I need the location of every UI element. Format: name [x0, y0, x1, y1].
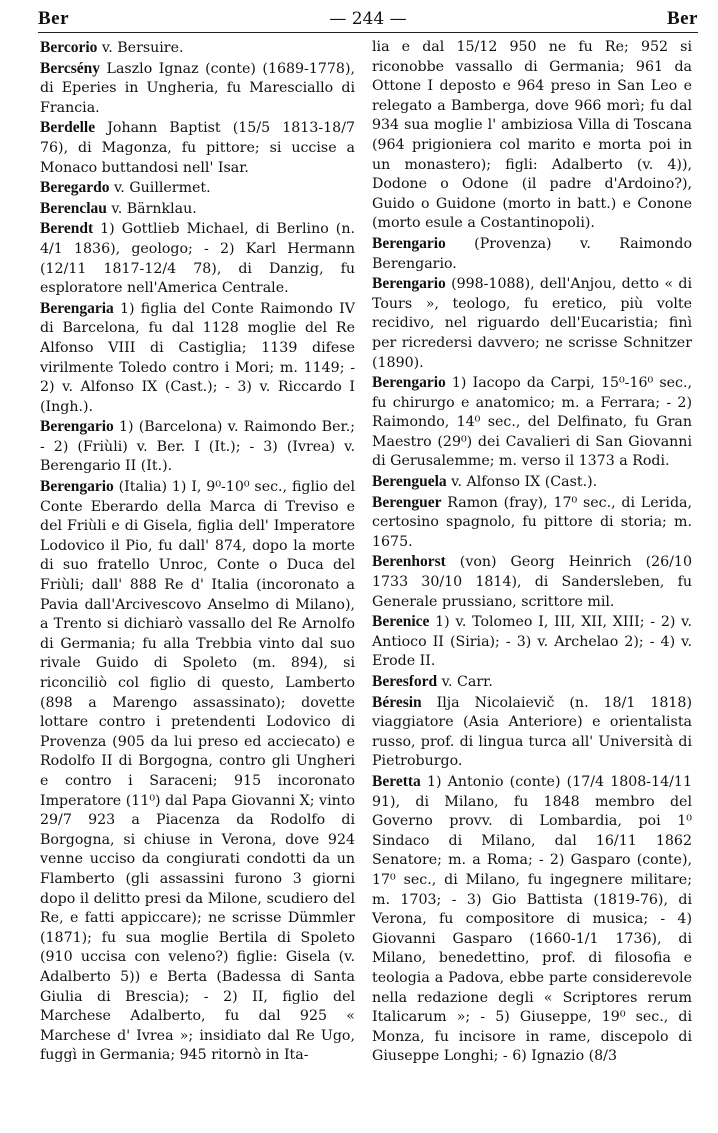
entry-headword: Beregardo — [40, 179, 110, 197]
entry-text: lia e dal 15/12 950 ne fu Re; 952 si riconobbe vassallo di Germania; 961 da Ottone I deposto e 964 preso in San Leo e relegato a Bamberga, dove 966 morì; fu dal 934 sua moglie l' ambiziosa Villa di Toscana (964 prigioniera col marito e morta poi in un monastero); figli: Adalberto (v. 4)), Dodone o Odone (il padre d'Ardoino?), Guido o Guidone (morto in batt.) e Conone (morto esule a Costantinopoli). — [372, 39, 692, 232]
dictionary-entry — [372, 612, 692, 672]
header-right-word: Ber — [666, 8, 698, 29]
entry-text: Laszlo Ignaz (conte) (1689-1778), di Eperies in Ungheria, fu Maresciallo di Francia. — [40, 60, 355, 116]
entry-text: Ramon (fray), 17⁰ sec., di Lerida, certosino spagnolo, fu pittore di storia; m. 1675. — [372, 494, 692, 550]
entry-text: 1) (Barcelona) v. Raimondo Ber.; - 2) (Friùli) v. Ber. I (It.); - 3) (Ivrea) v. Berengario II (It.). — [40, 419, 355, 475]
entry-text: (998-1088), dell'Anjou, detto « di Tours », teologo, fu eretico, più volte recidivo, nel riguardo dell'Eucaristia; finì per ricredersi davvero; ne scrisse Schnitzer (1890). — [372, 276, 692, 371]
entry-headword: Berenice — [372, 613, 430, 631]
dictionary-entry — [372, 672, 692, 693]
dictionary-entry — [40, 178, 355, 199]
header-left-word: Ber — [38, 8, 70, 29]
entry-text: 1) Gottlieb Michael, di Berlino (n. 4/1 1836), geologo; - 2) Karl Hermann (12/11 1817-12/4 78), di Danzig, fu esploratore nell'America Centrale. — [40, 221, 355, 297]
dictionary-entry — [40, 59, 355, 119]
dictionary-entry — [40, 417, 355, 477]
entry-text: Johann Baptist (15/5 1813-18/7 76), di Magonza, fu pittore; si uccise a Monaco buttandosi nell' Isar. — [40, 120, 355, 176]
dictionary-entry — [40, 477, 355, 1066]
dictionary-entry — [372, 693, 692, 772]
dictionary-entry — [372, 552, 692, 612]
entry-text: 1) Iacopo da Carpi, 15⁰-16⁰ sec., fu chirurgo e anatomico; m. a Ferrara; - 2) Raimondo, 14⁰ sec., del Delfinato, fu Gran Maestro (29⁰) dei Cavalieri di San Giovanni di Gerusalemme; m. verso il 1373 a Rodi. — [372, 375, 692, 470]
entry-text: (Italia) 1) I, 9⁰-10⁰ sec., figlio del Conte Eberardo della Marca di Treviso e del Friùli e di Gisela, figlia dell' Imperatore Lodovico il Pio, fu dall' 874, dopo la morte di suo fratello Unroc, Conte o Duca del Friùli; dall' 888 Re d' Italia (incoronato a Pavia dall'Arcivescovo Anselmo di Milano), a Trento si dichiarò vassallo del Re Arnolfo di Germania; fu alla Trebbia vinto dal suo rivale Guido di Spoleto (m. 894), si riconciliò col figlio di questo, Lamberto (898 a Marengo assassinato); dovette lottare contro i pretendenti Lodovico di Provenza (905 da lui preso ed acciecato) e Rodolfo II di Borgogna, contro gli Ungheri e contro i Saraceni; 915 incoronato Imperatore (11⁰) dal Papa Giovanni X; vinto 29/7 923 a Piacenza da Rodolfo di Borgogna, si chiuse in Verona, dove 924 venne ucciso da congiurati condotti da un Flamberto (gli assassini furono 3 giorni dopo il delitto presi da Milone, scudiero del Re, e fatti appiccare); ne scrisse Dümmler (1871); fu sua moglie Bertila di Spoleto (910 uccisa con veleno?) figlie: Gisela (v. Adalberto 5)) e Berta (Badessa di Santa Giulia di Brescia); - 2) II, figlio del Marchese Adalberto, fu dal 925 « Marchese d' Ivrea »; insidiato dal Re Ugo, fuggì in Germania; 945 ritornò in Ita- — [40, 479, 355, 1064]
entry-text: (Provenza) v. Raimondo Berengario. — [372, 235, 692, 272]
entry-headword: Berengario — [40, 418, 114, 436]
dictionary-entry — [40, 38, 355, 59]
entry-headword: Berenclau — [40, 199, 107, 217]
entry-headword: Bercorio — [40, 39, 98, 56]
dictionary-entry — [40, 199, 355, 220]
entry-headword: Bercsény — [40, 59, 100, 77]
header-rule — [38, 32, 698, 33]
page-header — [38, 6, 698, 32]
dictionary-entry — [40, 219, 355, 298]
entry-text: v. Bersuire. — [97, 40, 184, 56]
entry-headword: Beretta — [372, 772, 421, 790]
entry-text: 1) v. Tolomeo I, III, XII, XIII; - 2) v. Antioco II (Siria); - 3) v. Archelao 2); - 4) v. Erode II. — [372, 614, 692, 670]
entry-headword: Berengario — [372, 234, 446, 252]
entry-text: v. Bärnklau. — [106, 200, 197, 217]
entry-text: v. Guillermet. — [109, 180, 211, 197]
dictionary-entry — [372, 472, 692, 493]
entry-headword: Béresin — [372, 693, 422, 711]
entry-text: v. Alfonso IX (Cast.). — [446, 474, 598, 491]
entry-text: v. Carr. — [437, 674, 493, 690]
dictionary-entry — [372, 772, 692, 1067]
entry-headword: Berendt — [40, 220, 94, 238]
entry-headword: Berdelle — [40, 119, 96, 137]
entry-headword: Berenhorst — [372, 553, 446, 571]
dictionary-entry — [40, 118, 355, 178]
entry-text: 1) figlia del Conte Raimondo IV di Barcelona, fu dal 1128 moglie del Re Alfonso VIII di Castiglia; 1139 difese virilmente Toledo contro i Mori; m. 1149; - 2) v. Alfonso IX (Cast.); - 3) v. Riccardo I (Ingh.). — [40, 300, 355, 415]
dictionary-entry — [372, 38, 692, 234]
dictionary-entry — [372, 234, 692, 274]
entry-headword: Berengario — [40, 478, 114, 496]
dictionary-entry — [372, 493, 692, 553]
entry-text: 1) Antonio (conte) (17/4 1808-14/11 91), di Milano, fu 1848 membro del Governo provv. di Lombardia, poi 1⁰ Sindaco di Milano, dal 16/11 1862 Senatore; m. a Roma; - 2) Gasparo (conte), 17⁰ sec., di Milano, fu ingegnere militare; m. 1703; - 3) Gio Battista (1819-76), di Verona, fu compositore di musica; - 4) Giovanni Gasparo (1660-1/1 1736), di Milano, benedettino, prof. di filosofia e teologia a Padova, ebbe parte considerevole nella redazione degli « Scriptores rerum Italicarum »; - 5) Giuseppe, 19⁰ sec., di Monza, fu incisore in rame, discepolo di Giuseppe Longhi; - 6) Ignazio (8/3 — [372, 773, 692, 1065]
entry-headword: Berenguela — [372, 473, 447, 491]
entry-headword: Berengario — [372, 275, 446, 293]
dictionary-entry — [372, 373, 692, 472]
entry-text: Ilja Nicolaievič (n. 18/1 1818) viaggiatore (Asia Anteriore) e orientalista russo, prof. di lingua turca all' Università di Pietroburgo. — [372, 694, 692, 770]
page-number: — 244 — — [329, 9, 407, 29]
entry-headword: Berenguer — [372, 493, 442, 511]
entry-headword: Berengaria — [40, 299, 114, 317]
dictionary-entry — [372, 274, 692, 373]
entry-headword: Beresford — [372, 673, 438, 690]
dictionary-entry — [40, 299, 355, 418]
right-column — [372, 38, 692, 1067]
left-column — [40, 38, 355, 1066]
entry-headword: Berengario — [372, 374, 446, 392]
entry-text: (von) Georg Heinrich (26/10 1733 30/10 1814), di Sandersleben, fu Generale prussiano, scrittore mil. — [372, 554, 692, 610]
